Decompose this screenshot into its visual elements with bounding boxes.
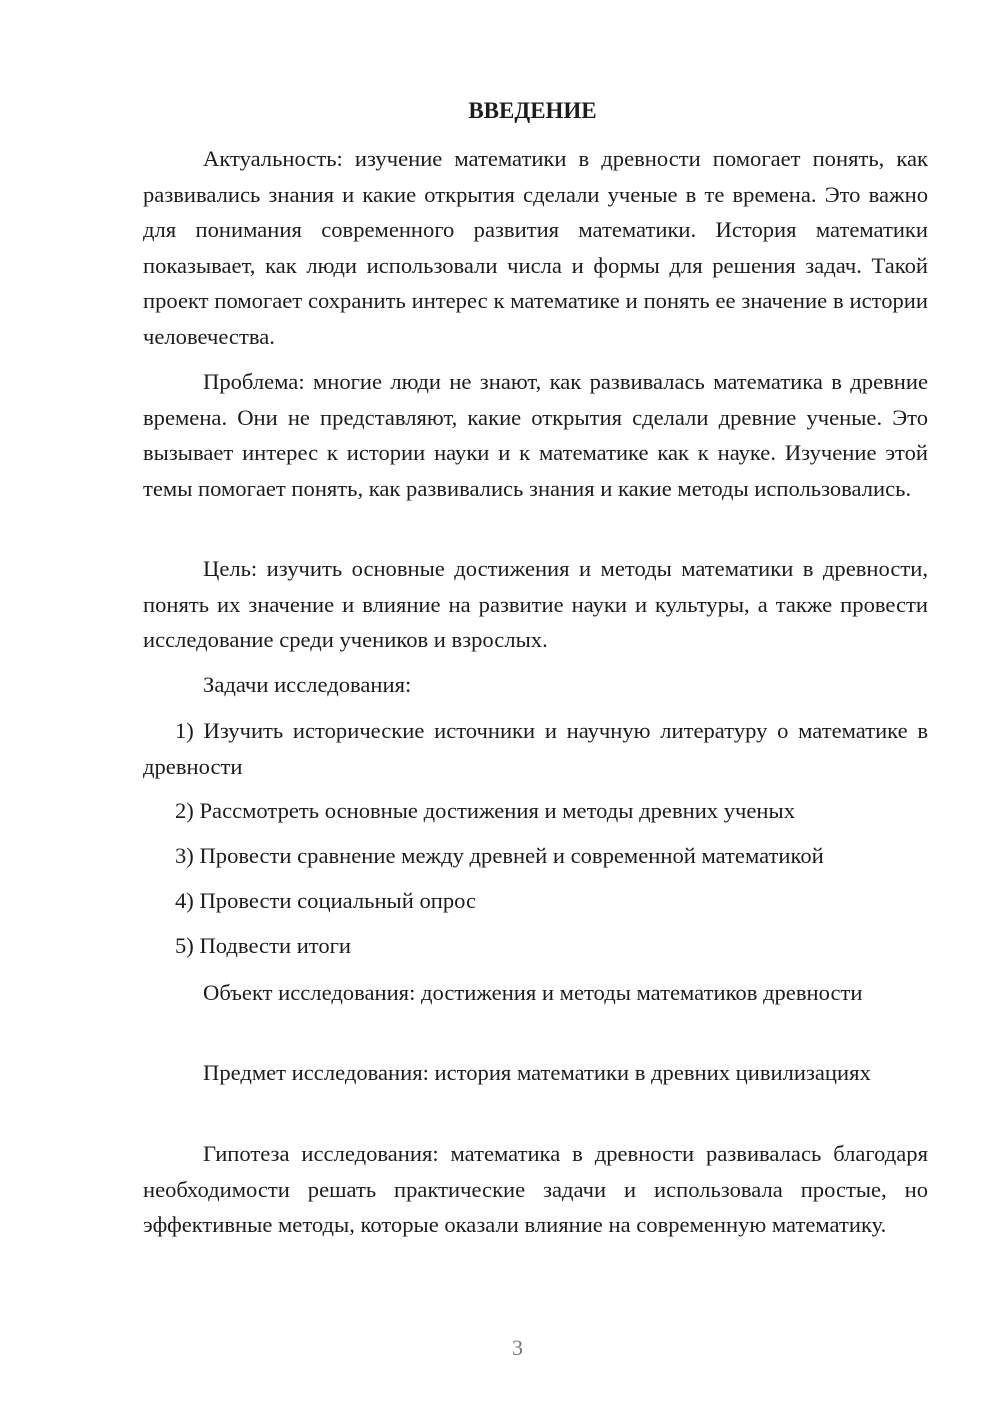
- task-item: 1) Изучить исторические источники и научную литературу о математике в древности: [143, 718, 928, 779]
- page-title: ВВЕДЕНИЕ: [468, 98, 597, 123]
- task-item: 2) Рассмотреть основные достижения и методы древних ученых: [175, 798, 796, 823]
- task-item: 4) Провести социальный опрос: [175, 888, 477, 913]
- object-paragraph: Объект исследования: достижения и методы математиков древности: [203, 980, 863, 1005]
- document-page: [143, 0, 928, 1414]
- task-item: 5) Подвести итоги: [175, 933, 352, 958]
- hypothesis-paragraph: Гипотеза исследования: математика в древности развивалась благодаря необходимости решать практические задачи и использовала простые, но эффективные методы, которые оказали влияние на современную математику.: [143, 1141, 928, 1237]
- subject-paragraph: Предмет исследования: история математики в древних цивилизациях: [203, 1060, 871, 1085]
- page-number: 3: [512, 1335, 523, 1360]
- problem-paragraph: Проблема: многие люди не знают, как развивалась математика в древние времена. Они не представляют, какие открытия сделали древние ученые. Это вызывает интерес к истории науки и к математике как к науке. Изучение этой темы помогает понять, как развивались знания и какие методы использовались.: [143, 369, 928, 501]
- relevance-paragraph: Актуальность: изучение математики в древности помогает понять, как развивались знания и какие открытия сделали ученые в те времена. Это важно для понимания современного развития математики. История математики показывает, как люди использовали числа и формы для решения задач. Такой проект помогает сохранить интерес к математике и понять ее значение в истории человечества.: [143, 146, 928, 349]
- goal-paragraph: Цель: изучить основные достижения и методы математики в древности, понять их значение и влияние на развитие науки и культуры, а также провести исследование среди учеников и взрослых.: [143, 556, 928, 652]
- task-item: 3) Провести сравнение между древней и современной математикой: [175, 843, 824, 868]
- tasks-heading: Задачи исследования:: [203, 672, 412, 697]
